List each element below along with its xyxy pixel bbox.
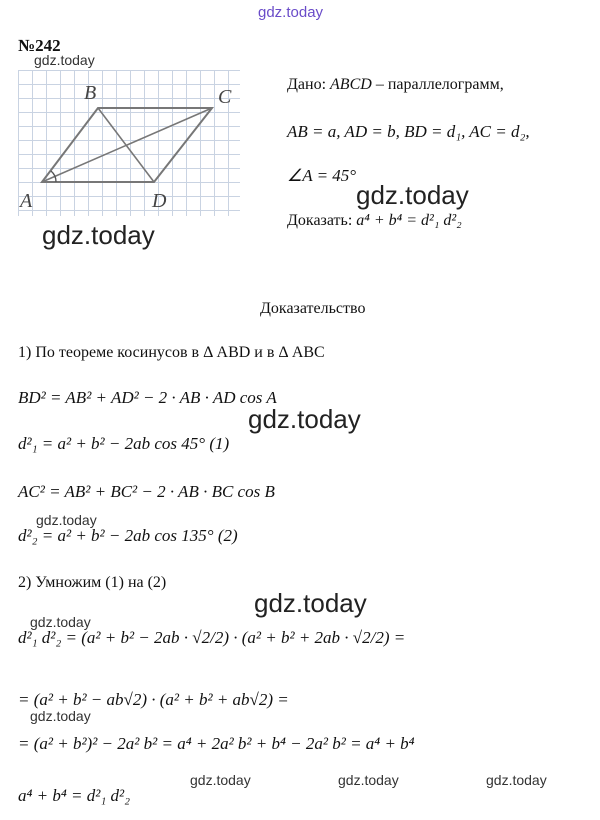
equation-expanded: = (a² + b²)² − 2a² b² = a⁴ + 2a² b² + b⁴ − 2a² b² = a⁴ + b⁴ <box>18 734 415 753</box>
proof-heading: Доказательство <box>260 300 366 317</box>
given-line-1: Дано: ABCD – параллелограмм, <box>287 76 504 93</box>
watermark: gdz.today <box>486 772 547 788</box>
equation-simplified: = (a² + b² − ab√2) · (a² + b² + ab√2) = <box>18 690 289 709</box>
vertex-label-d: D <box>152 190 167 212</box>
watermark: gdz.today <box>190 772 251 788</box>
equation-product: d²₁ d²₂ = (a² + b² − 2ab · √2/2) · (a² + b² + 2ab · √2/2) = <box>18 628 406 647</box>
equation-1: d²₁ = a² + b² − 2ab cos 45° (1) <box>18 434 230 453</box>
given-angle: ∠A = 45° <box>287 166 357 185</box>
equation-ac: AC² = AB² + BC² − 2 · AB · BC cos B <box>18 482 275 501</box>
watermark: gdz.today <box>30 614 91 630</box>
diagonal-bd <box>98 108 154 182</box>
vertex-label-b: B <box>84 82 97 104</box>
equation-2: d²₂ = a² + b² − 2ab cos 135° (2) <box>18 526 238 545</box>
watermark: gdz.today <box>338 772 399 788</box>
problem-number: №242 <box>18 36 61 55</box>
proof-step-1: 1) По теореме косинусов в Δ ABD и в Δ ABC <box>18 344 325 361</box>
equation-conclusion: a⁴ + b⁴ = d²₁ d²₂ <box>18 786 131 805</box>
proof-step-2: 2) Умножим (1) на (2) <box>18 574 167 591</box>
equation-bd: BD² = AB² + AD² − 2 · AB · AD cos A <box>18 388 277 407</box>
given-line-2: AB = a, AD = b, BD = d₁, AC = d₂, <box>287 122 530 141</box>
watermark: gdz.today <box>42 220 155 250</box>
watermark: gdz.today <box>34 52 95 68</box>
watermark-top: gdz.today <box>258 4 324 21</box>
watermark: gdz.today <box>30 708 91 724</box>
parallelogram-figure <box>18 70 240 216</box>
watermark: gdz.today <box>36 512 97 528</box>
to-prove: Доказать: a⁴ + b⁴ = d²₁ d²₂ <box>287 212 462 229</box>
watermark: gdz.today <box>356 180 469 210</box>
vertex-label-a: A <box>20 190 33 212</box>
watermark: gdz.today <box>254 588 367 618</box>
watermark: gdz.today <box>248 404 361 434</box>
vertex-label-c: C <box>218 86 232 108</box>
